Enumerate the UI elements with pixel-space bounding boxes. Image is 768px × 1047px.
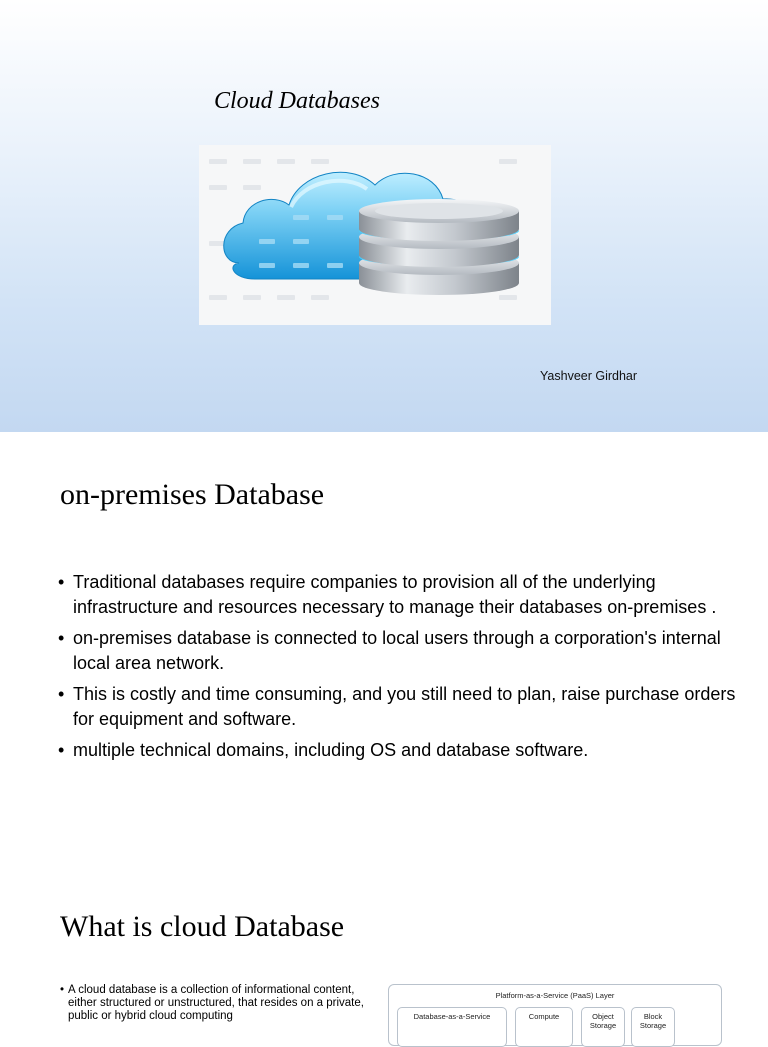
bullet-text: Traditional databases require companies to provision all of the underlying infrastructure and resources necessary to manage their databases on-premises .	[73, 572, 717, 617]
list-item	[58, 682, 738, 732]
author-name: Yashveer Girdhar	[540, 369, 638, 383]
bullet-glyph: •	[58, 628, 65, 648]
title-slide	[0, 0, 768, 432]
bullet-text: on-premises database is connected to local users through a corporation's internal local area network.	[73, 628, 721, 673]
cloud-database-slide	[0, 864, 768, 1030]
bullet-glyph: •	[58, 684, 65, 704]
slide-title: on-premises Database	[60, 478, 325, 511]
cloud-database-icon	[199, 145, 551, 325]
list-item	[58, 626, 738, 676]
list-item	[58, 738, 738, 763]
paas-layer-label: Platform-as-a-Service (PaaS) Layer	[495, 991, 615, 1000]
list-item	[60, 984, 378, 1023]
object-storage-box: Object Storage	[581, 1007, 625, 1047]
bullet-glyph: •	[58, 740, 65, 760]
bullet-glyph: •	[58, 572, 65, 592]
list-item	[58, 570, 738, 620]
compute-box: Compute	[515, 1007, 573, 1047]
on-premises-slide	[0, 432, 768, 864]
dbaas-box: Database-as-a-Service	[397, 1007, 507, 1047]
paas-diagram	[388, 984, 722, 1046]
block-storage-box: Block Storage	[631, 1007, 675, 1047]
bullet-text: A cloud database is a collection of informational content, either structured or unstructured, that resides on a private, public or hybrid cloud computing	[68, 984, 364, 1022]
cloud-database-image	[199, 145, 551, 325]
bullet-text: This is costly and time consuming, and you still need to plan, raise purchase orders for equipment and software.	[73, 684, 736, 729]
bullet-list	[58, 570, 738, 769]
bullet-list	[60, 984, 378, 1023]
slide-title: Cloud Databases	[214, 88, 381, 114]
bullet-glyph: •	[60, 984, 65, 996]
bullet-text: multiple technical domains, including OS and database software.	[73, 740, 589, 760]
slide-title: What is cloud Database	[60, 910, 345, 943]
